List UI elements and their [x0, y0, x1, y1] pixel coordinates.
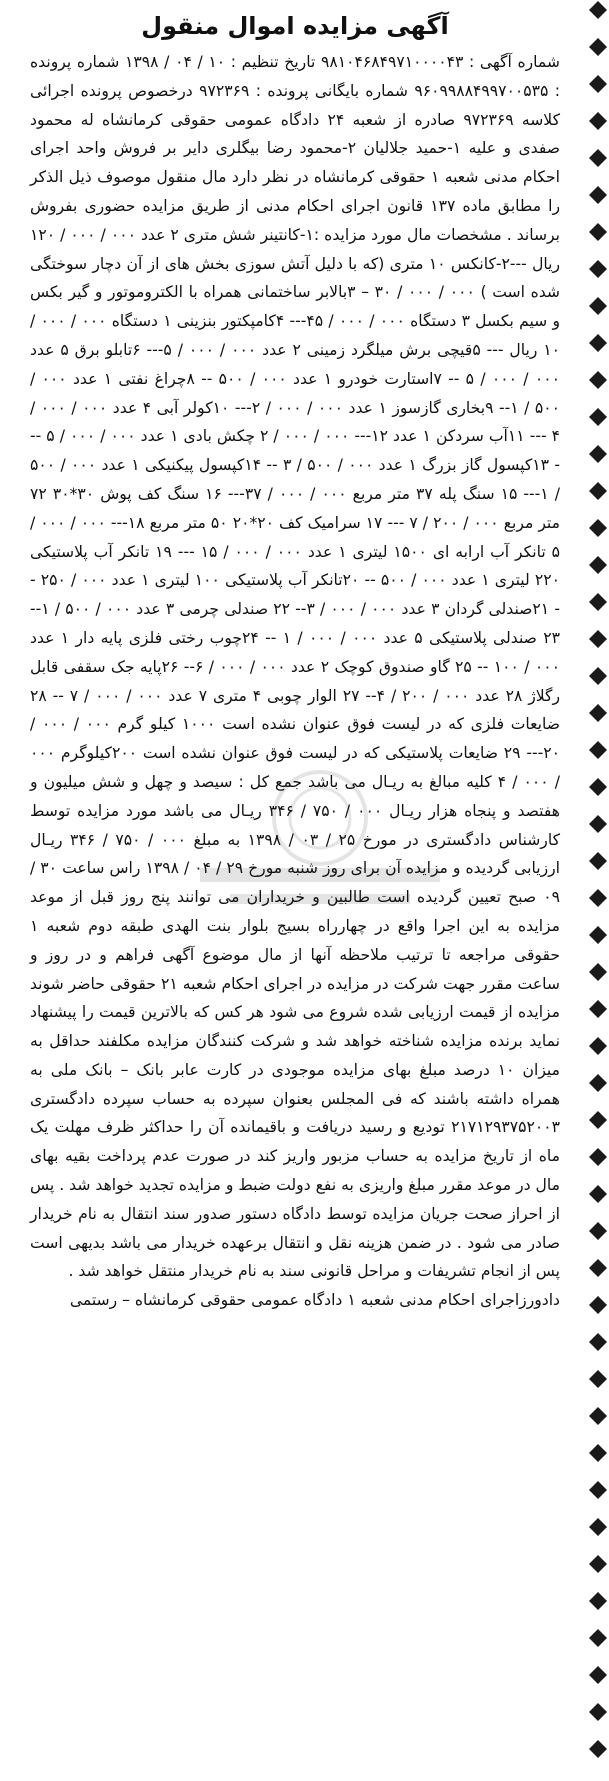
ad-body — [30, 48, 560, 1315]
diamond-icon — [589, 1555, 607, 1573]
diamond-icon — [589, 75, 607, 93]
diamond-icon — [589, 1148, 607, 1166]
diamond-icon — [589, 1444, 607, 1462]
diamond-icon — [589, 1074, 607, 1092]
ad-body-text: شماره آگهی : ۹۸۱۰۴۶۸۴۹۷۱۰۰۰۰۴۳ تاریخ تنظیم : ۱۰ / ۰۴ / ۱۳۹۸ شماره پرونده : ۹۶۰۹۹۸۸۴۹۹۷۰۰۵۳۵ شماره بایگانی پرونده : ۹۷۲۳۶۹ درخصوص پرونده اجرائی کلاسه ۹۷۲۳۶۹ صادره از شعبه ۲۴ دادگاه عمومی حقوقی کرمانشاه له محمود صفدی و علیه ۱-حمید جلالیان ۲-محمود رضا بیگلری دایر بر فروش واحد اجرای احکام مدنی شعبه ۱ حقوقی کرمانشاه در نظر دارد مال منقول موصوف ذیل الذکر را مطابق ماده ۱۳۷ قانون اجرای احکام مدنی از طریق مزایده حضوری بفروش برساند . مشخصات مال مورد مزایده :۱-کانتینر شش متری ۲ عدد ۰۰۰ / ۰۰۰ / ۱۲۰ ریال ---۲-کانکس ۱۰ متری (که با دلیل آتش سوزی بخش های از آن دچار سوختگی شده است ) ۰۰۰ / ۰۰۰ / ۳۰ – ۳بالابر ساختمانی همراه با الکتروموتور و گیر بکس و سیم بکسل ۳ دستگاه ۰۰۰ / ۰۰۰ / ۴۵--- ۴کامپکتور بنزینی ۱ دستگاه ۰۰۰ / ۰۰۰ / ۱۰ ریال --- ۵قیچی برش میلگرد زمینی ۲ عدد ۰۰۰ / ۰۰۰ / ۵--- ۶تابلو برق ۵ عدد ۰۰۰ / ۰۰۰ / ۵ -- ۷استارت خودرو ۱ عدد ۰۰۰ / ۵۰۰ -- ۸چراغ نفتی ۱ عدد ۰۰۰ / ۵۰۰ / ۱-- ۹بخاری گازسوز ۱ عدد ۰۰۰ / ۰۰۰ / ۲--- ۱۰کولر آبی ۴ عدد ۰۰۰ / ۰۰۰ / ۴ --- ۱۱آب سردکن ۱ عدد ۱۲--- ۰۰۰ / ۰۰۰ / ۲ چکش بادی ۱ عدد ۰۰۰ / ۰۰۰ / ۵ --- ۱۳کپسول گاز بزرگ ۱ عدد ۰۰۰ / ۵۰۰ / ۳ -- ۱۴کپسول پیکنیکی ۱ عدد ۰۰۰ / ۵۰۰ / ۱--- ۱۵ سنگ پله ۳۷ متر مربع ۰۰۰ / ۰۰۰ / ۳۷--- ۱۶ سنگ کف پوش ۳۰*۳۰ ۷۲ متر مربع ۰۰۰ / ۲۰۰ / ۷ --- ۱۷ سرامیک کف ۲۰*۲۰ ۵۰ متر مربع ۱۸--- ۰۰۰ / ۰۰۰ / ۵ تانکر آب ارابه ای ۱۵۰۰ لیتری ۱ عدد ۰۰۰ / ۰۰۰ / ۱۵ --- ۱۹ تانکر آب پلاستیکی ۲۲۰ لیتری ۱ عدد ۰۰۰ / ۵۰۰ -- ۲۰تانکر آب پلاستیکی ۱۰۰ لیتری ۱ عدد ۰۰۰ / ۲۵۰ -- ۲۱صندلی گردان ۳ عدد ۰۰۰ / ۰۰۰ / ۳-- ۲۲ صندلی چرمی ۳ عدد ۰۰۰ / ۵۰۰ / ۱-- ۲۳ صندلی پلاستیکی ۵ عدد ۰۰۰ / ۰۰۰ / ۱ -- ۲۴چوب رختی فلزی پایه دار ۱ عدد ۰۰۰ / ۱۰۰ -- ۲۵ گاو صندوق کوچک ۲ عدد ۰۰۰ / ۰۰۰ / ۶-- ۲۶پایه جک سقفی قابل رگلاژ ۲۸ عدد ۰۰۰ / ۲۰۰ / ۴-- ۲۷ الوار چوبی ۴ متری ۷ عدد ۰۰۰ / ۰۰۰ / ۷ -- ۲۸ ضایعات فلزی که در لیست فوق عنوان نشده است ۱۰۰۰ کیلو گرم ۰۰۰ / ۰۰۰ / ۲۰--- ۲۹ ضایعات پلاستیکی که در لیست فوق عنوان نشده است ۲۰۰کیلوگرم ۰۰۰ / ۰۰۰ / ۴ کلیه مبالغ به ریـال می باشد جمع کل : سیصد و چهل و شش میلیون و هفتصد و پنجاه هزار ریـال ۰۰۰ / ۷۵۰ / ۳۴۶ ریـال می باشد مورد مزایده توسط کارشناس دادگستری در مورخ ۲۵ / ۰۳ / ۱۳۹۸ به مبلغ ۰۰۰ / ۷۵۰ / ۳۴۶ ریـال ارزیابی گردیده و مزایده آن برای روز شنبه مورخ ۲۹ / ۰۴ / ۱۳۹۸ راس ساعت ۳۰ / ۰۹ صبح تعیین گردیده است طالبین و خریداران می توانند پنج روز قبل از موعد مزایده به این اجرا واقع در چهارراه بسیج بلوار بنت الهدی طبقه دوم شعبه ۱ حقوقی مراجعه تا ترتیب ملاحظه آنها از مال موضوع آگهی فراهم و در روز و ساعت مقرر جهت شرکت در مزایده در اجرای احکام شعبه ۲۱ حقوقی حاضر شوند مزایده از قیمت ارزیابی شده شروع می شود هر کس که بالاترین قیمت را پیشنهاد نماید برنده مزایده شناخته خواهد شد و شرکت کنندگان مزایده مکلفند حداقل به میزان ۱۰ درصد مبلغ بهای مزایده موجودی در کارت عابر بانک – بانک ملی به همراه داشته باشند که فی المجلس بعنوان سپرده به حساب سپرده دادگستری ۲۱۷۱۲۹۳۷۵۲۰۰۳ تودیع و رسید دریافت و باقیمانده آن را حداکثر ظرف مهلت یک ماه از تاریخ مزایده به حساب مزبور واریز کند در صورت عدم پرداخت بقیه بهای مال در موعد مقرر مبلغ واریزی به نفع دولت ضبط و مزایده تجدید خواهد شد . پس از احراز صحت جریان مزایده توسط دادگاه دستور صدور سند انتقال به نام خریدار صادر می شود . در ضمن هزینه نقل و انتقال برعهده خریدار می باشد بدیهی است پس از انجام تشریفات و مراحل قانونی سند به نام خریدار منتقل خواهد شد . — [30, 53, 561, 1281]
diamond-icon — [589, 852, 607, 870]
diamond-icon — [589, 889, 607, 907]
diamond-icon — [589, 1370, 607, 1388]
diamond-icon — [589, 926, 607, 944]
diamond-icon — [589, 223, 607, 241]
diamond-icon — [589, 815, 607, 833]
diamond-icon — [589, 1000, 607, 1018]
diamond-icon — [589, 408, 607, 426]
diamond-icon — [589, 1703, 607, 1721]
diamond-icon — [589, 741, 607, 759]
diamond-icon — [589, 519, 607, 537]
diamond-icon — [589, 1259, 607, 1277]
diamond-icon — [589, 1481, 607, 1499]
diamond-icon — [589, 667, 607, 685]
diamond-icon — [589, 186, 607, 204]
diamond-icon — [589, 1666, 607, 1684]
diamond-icon — [589, 112, 607, 130]
diamond-icon — [589, 1111, 607, 1129]
diamond-icon — [589, 593, 607, 611]
diamond-icon — [589, 1185, 607, 1203]
diamond-icon — [589, 556, 607, 574]
diamond-icon — [589, 704, 607, 722]
diamond-icon — [589, 1629, 607, 1647]
diamond-icon — [589, 1740, 607, 1758]
diamond-icon — [589, 1407, 607, 1425]
diamond-icon — [589, 38, 607, 56]
diamond-icon — [589, 371, 607, 389]
decorative-border — [585, 0, 609, 1781]
diamond-icon — [589, 1037, 607, 1055]
ad-signature: دادورزاجرای احکام مدنی شعبه ۱ دادگاه عمومی حقوقی کرمانشاه – رستمی — [69, 1291, 560, 1310]
diamond-icon — [589, 630, 607, 648]
diamond-icon — [589, 963, 607, 981]
diamond-icon — [589, 1, 607, 19]
diamond-icon — [589, 445, 607, 463]
diamond-icon — [589, 1333, 607, 1351]
diamond-icon — [589, 297, 607, 315]
diamond-icon — [589, 1296, 607, 1314]
diamond-icon — [589, 1518, 607, 1536]
diamond-icon — [589, 778, 607, 796]
diamond-border-icon — [585, 0, 609, 1781]
diamond-icon — [589, 1222, 607, 1240]
diamond-icon — [589, 334, 607, 352]
diamond-icon — [589, 260, 607, 278]
diamond-icon — [589, 482, 607, 500]
diamond-icon — [589, 1592, 607, 1610]
diamond-icon — [589, 149, 607, 167]
ad-title: آگهی مزایده اموال منقول — [141, 12, 449, 40]
